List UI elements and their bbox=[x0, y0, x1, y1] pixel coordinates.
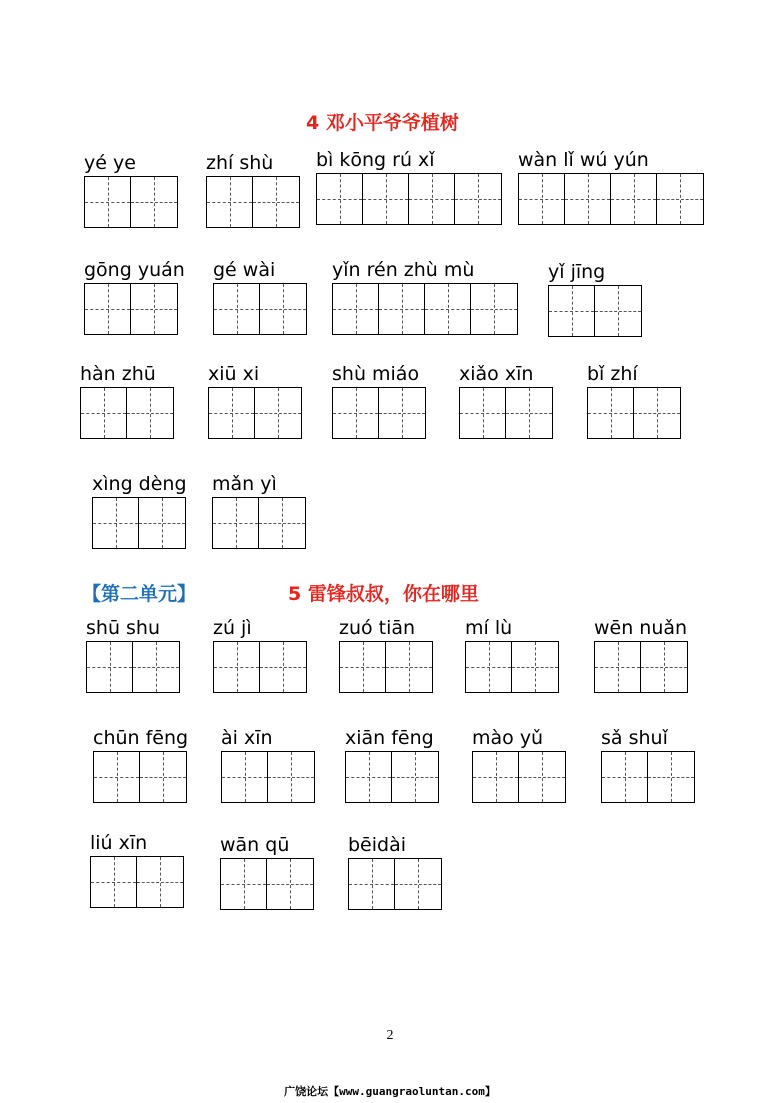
writing-cell[interactable] bbox=[363, 174, 409, 224]
unit-2-label: 【第二单元】 bbox=[82, 583, 197, 605]
word-exercise bbox=[518, 149, 704, 225]
writing-cell[interactable] bbox=[214, 284, 260, 334]
pinyin-label: xiǎo xīn bbox=[459, 363, 534, 385]
tianzige-grid bbox=[84, 176, 178, 228]
writing-cell[interactable] bbox=[81, 388, 127, 438]
tianzige-grid bbox=[465, 641, 559, 693]
pinyin-label: wàn lǐ wú yún bbox=[518, 149, 649, 171]
pinyin-label: hàn zhū bbox=[80, 363, 156, 385]
writing-cell[interactable] bbox=[267, 859, 313, 909]
word-exercise bbox=[92, 473, 187, 549]
writing-cell[interactable] bbox=[333, 388, 379, 438]
writing-cell[interactable] bbox=[259, 498, 305, 548]
word-exercise bbox=[601, 727, 695, 803]
tianzige-grid bbox=[220, 858, 314, 910]
word-exercise bbox=[80, 363, 174, 439]
writing-cell[interactable] bbox=[519, 174, 565, 224]
tianzige-grid bbox=[587, 387, 681, 439]
writing-cell[interactable] bbox=[379, 284, 425, 334]
tianzige-grid bbox=[212, 497, 306, 549]
tianzige-grid bbox=[518, 173, 704, 225]
writing-cell[interactable] bbox=[140, 752, 186, 802]
tianzige-grid bbox=[86, 641, 180, 693]
pinyin-label: liú xīn bbox=[90, 832, 148, 854]
writing-cell[interactable] bbox=[386, 642, 432, 692]
writing-cell[interactable] bbox=[565, 174, 611, 224]
writing-cell[interactable] bbox=[253, 177, 299, 227]
writing-cell[interactable] bbox=[127, 388, 173, 438]
tianzige-grid bbox=[213, 641, 307, 693]
writing-cell[interactable] bbox=[209, 388, 255, 438]
word-exercise bbox=[332, 259, 518, 335]
writing-cell[interactable] bbox=[317, 174, 363, 224]
pinyin-label: zuó tiān bbox=[339, 617, 416, 639]
tianzige-grid bbox=[93, 751, 187, 803]
writing-cell[interactable] bbox=[340, 642, 386, 692]
writing-cell[interactable] bbox=[255, 388, 301, 438]
pinyin-label: shū shu bbox=[86, 617, 161, 639]
writing-cell[interactable] bbox=[131, 284, 177, 334]
pinyin-label: shù miáo bbox=[332, 363, 420, 385]
word-exercise bbox=[465, 617, 559, 693]
writing-cell[interactable] bbox=[512, 642, 558, 692]
writing-cell[interactable] bbox=[588, 388, 634, 438]
tianzige-grid bbox=[213, 283, 307, 335]
pinyin-label: xiān fēng bbox=[345, 727, 434, 749]
tianzige-grid bbox=[339, 641, 433, 693]
word-exercise bbox=[587, 363, 681, 439]
writing-cell[interactable] bbox=[94, 752, 140, 802]
word-exercise bbox=[220, 834, 314, 910]
pinyin-label: wān qū bbox=[220, 834, 290, 856]
word-exercise bbox=[548, 261, 642, 337]
writing-cell[interactable] bbox=[137, 857, 183, 907]
writing-cell[interactable] bbox=[392, 752, 438, 802]
writing-cell[interactable] bbox=[133, 642, 179, 692]
writing-cell[interactable] bbox=[85, 284, 131, 334]
tianzige-grid bbox=[348, 858, 442, 910]
writing-cell[interactable] bbox=[349, 859, 395, 909]
writing-cell[interactable] bbox=[139, 498, 185, 548]
writing-cell[interactable] bbox=[260, 284, 306, 334]
pinyin-label: ài xīn bbox=[221, 727, 273, 749]
pinyin-label: xiū xi bbox=[208, 363, 260, 385]
writing-cell[interactable] bbox=[85, 177, 131, 227]
word-exercise bbox=[90, 832, 184, 908]
tianzige-grid bbox=[459, 387, 553, 439]
tianzige-grid bbox=[594, 641, 688, 693]
pinyin-label: sǎ shuǐ bbox=[601, 727, 668, 749]
tianzige-grid bbox=[90, 856, 184, 908]
writing-cell[interactable] bbox=[87, 642, 133, 692]
writing-cell[interactable] bbox=[425, 284, 471, 334]
writing-cell[interactable] bbox=[221, 859, 267, 909]
tianzige-grid bbox=[80, 387, 174, 439]
pinyin-label: yé ye bbox=[84, 152, 136, 174]
word-exercise bbox=[594, 617, 688, 693]
pinyin-label: wēn nuǎn bbox=[594, 617, 688, 639]
lesson-5-title: 5 雷锋叔叔，你在哪里 bbox=[288, 583, 479, 605]
writing-cell[interactable] bbox=[657, 174, 703, 224]
word-exercise bbox=[339, 617, 433, 693]
writing-cell[interactable] bbox=[91, 857, 137, 907]
tianzige-grid bbox=[332, 283, 518, 335]
tianzige-grid bbox=[472, 751, 566, 803]
writing-cell[interactable] bbox=[595, 642, 641, 692]
tianzige-grid bbox=[345, 751, 439, 803]
pinyin-label: mào yǔ bbox=[472, 727, 544, 749]
writing-cell[interactable] bbox=[409, 174, 455, 224]
writing-cell[interactable] bbox=[473, 752, 519, 802]
footer-text: 广饶论坛【www.guangraoluntan.com】 bbox=[284, 1085, 496, 1098]
writing-cell[interactable] bbox=[268, 752, 314, 802]
writing-cell[interactable] bbox=[549, 286, 595, 336]
writing-cell[interactable] bbox=[213, 498, 259, 548]
writing-cell[interactable] bbox=[506, 388, 552, 438]
pinyin-label: bēidài bbox=[348, 834, 407, 856]
tianzige-grid bbox=[601, 751, 695, 803]
tianzige-grid bbox=[208, 387, 302, 439]
word-exercise bbox=[86, 617, 180, 693]
tianzige-grid bbox=[332, 387, 426, 439]
writing-cell[interactable] bbox=[93, 498, 139, 548]
word-exercise bbox=[213, 259, 307, 335]
pinyin-label: zhí shù bbox=[206, 152, 274, 174]
pinyin-label: yǐn rén zhù mù bbox=[332, 259, 475, 281]
word-exercise bbox=[93, 727, 189, 803]
word-exercise bbox=[459, 363, 553, 439]
word-exercise bbox=[208, 363, 302, 439]
pinyin-label: xìng dèng bbox=[92, 473, 187, 495]
writing-cell[interactable] bbox=[207, 177, 253, 227]
word-exercise bbox=[212, 473, 306, 549]
word-exercise bbox=[472, 727, 566, 803]
word-exercise bbox=[84, 152, 178, 228]
writing-cell[interactable] bbox=[455, 174, 501, 224]
word-exercise bbox=[332, 363, 426, 439]
page-number: 2 bbox=[386, 1028, 394, 1043]
writing-cell[interactable] bbox=[333, 284, 379, 334]
writing-cell[interactable] bbox=[214, 642, 260, 692]
word-exercise bbox=[348, 834, 442, 910]
word-exercise bbox=[221, 727, 315, 803]
writing-cell[interactable] bbox=[519, 752, 565, 802]
writing-cell[interactable] bbox=[471, 284, 517, 334]
pinyin-label: yǐ jīng bbox=[548, 261, 606, 283]
writing-cell[interactable] bbox=[641, 642, 687, 692]
writing-cell[interactable] bbox=[460, 388, 506, 438]
tianzige-grid bbox=[548, 285, 642, 337]
word-exercise bbox=[345, 727, 439, 803]
writing-cell[interactable] bbox=[648, 752, 694, 802]
pinyin-label: zú jì bbox=[213, 617, 252, 639]
writing-cell[interactable] bbox=[395, 859, 441, 909]
writing-cell[interactable] bbox=[634, 388, 680, 438]
pinyin-label: bì kōng rú xǐ bbox=[316, 149, 435, 171]
tianzige-grid bbox=[92, 497, 186, 549]
tianzige-grid bbox=[316, 173, 502, 225]
writing-cell[interactable] bbox=[131, 177, 177, 227]
writing-cell[interactable] bbox=[222, 752, 268, 802]
tianzige-grid bbox=[206, 176, 300, 228]
word-exercise bbox=[213, 617, 307, 693]
tianzige-grid bbox=[221, 751, 315, 803]
lesson-4-title: 4 邓小平爷爷植树 bbox=[306, 112, 459, 134]
pinyin-label: bǐ zhí bbox=[587, 363, 638, 385]
word-exercise bbox=[206, 152, 300, 228]
tianzige-grid bbox=[84, 283, 178, 335]
pinyin-label: mǎn yì bbox=[212, 473, 277, 495]
writing-cell[interactable] bbox=[260, 642, 306, 692]
pinyin-label: mí lù bbox=[465, 617, 513, 639]
writing-cell[interactable] bbox=[611, 174, 657, 224]
pinyin-label: gé wài bbox=[213, 259, 276, 281]
word-exercise bbox=[84, 259, 185, 335]
writing-cell[interactable] bbox=[379, 388, 425, 438]
word-exercise bbox=[316, 149, 502, 225]
writing-cell[interactable] bbox=[602, 752, 648, 802]
writing-cell[interactable] bbox=[346, 752, 392, 802]
pinyin-label: chūn fēng bbox=[93, 727, 189, 749]
writing-cell[interactable] bbox=[466, 642, 512, 692]
pinyin-label: gōng yuán bbox=[84, 259, 185, 281]
writing-cell[interactable] bbox=[595, 286, 641, 336]
